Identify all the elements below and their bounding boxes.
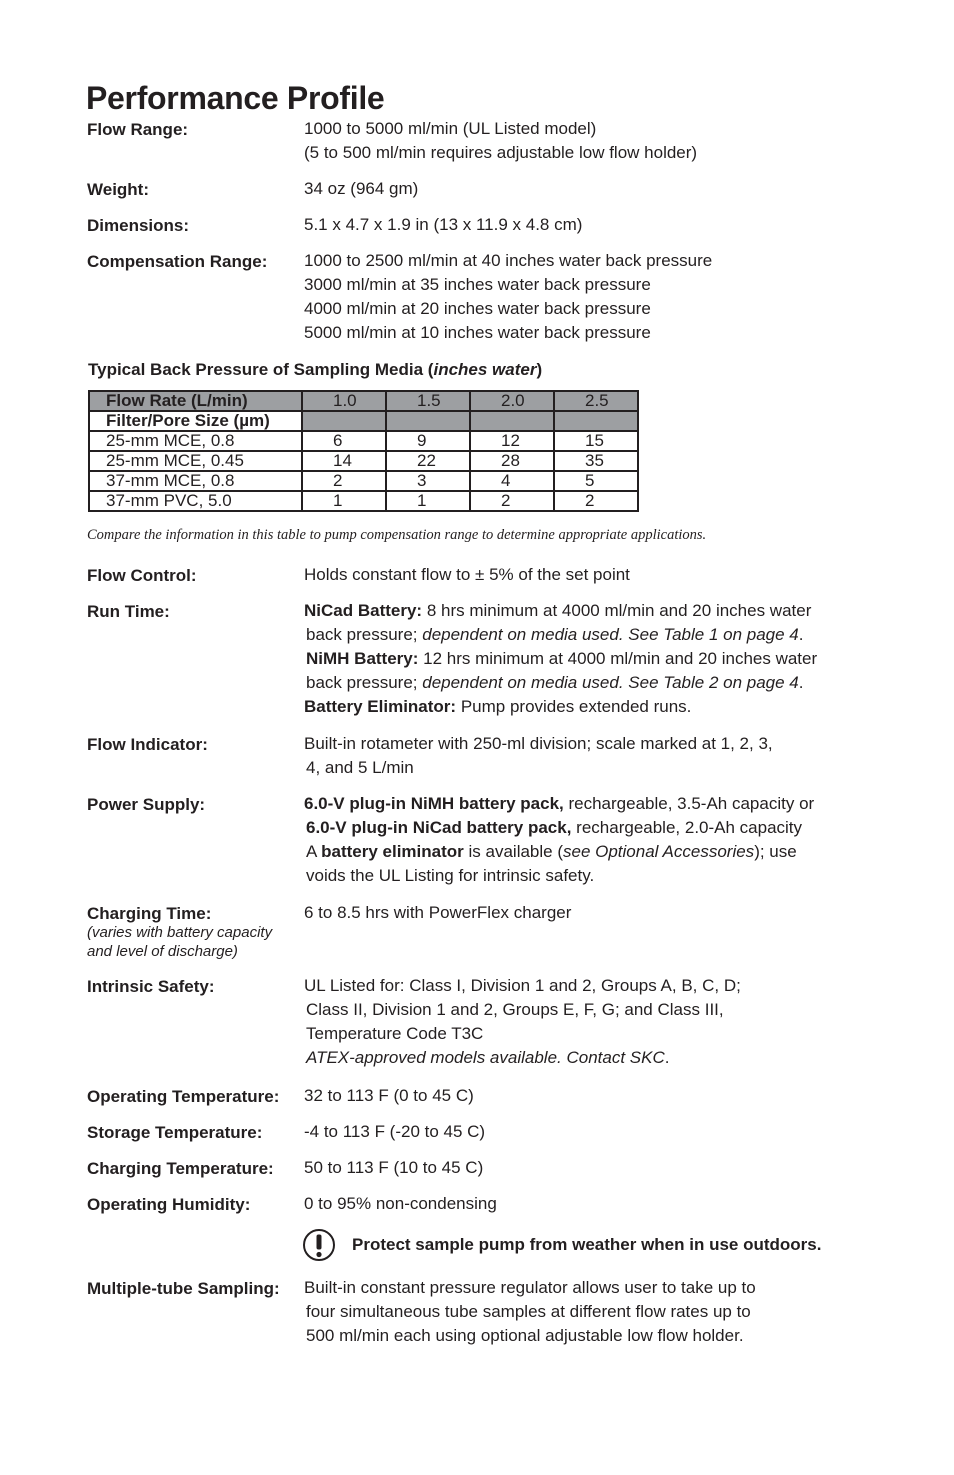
run-time-nicad-line-1: NiCad Battery: 8 hrs minimum at 4000 ml/min and 20 inches water [304, 601, 812, 620]
compensation-line-2: 3000 ml/min at 35 inches water back pressure [304, 275, 651, 294]
flow-indicator-line-1: Built-in rotameter with 250-ml division; scale marked at 1, 2, 3, [304, 734, 773, 753]
flow-indicator-line-2: 4, and 5 L/min [306, 758, 414, 777]
flow-rate-header-cell: 2.5 [554, 391, 638, 411]
intrinsic-safety-label: Intrinsic Safety: [87, 977, 215, 996]
back-pressure-table [88, 390, 639, 512]
exclamation-circle-icon [302, 1228, 336, 1262]
weight-label: Weight: [87, 180, 150, 199]
charging-time-note [87, 923, 272, 961]
storage-temperature-label: Storage Temperature: [87, 1123, 263, 1142]
power-supply-label: Power Supply: [87, 795, 206, 814]
flow-indicator-label: Flow Indicator: [87, 735, 208, 754]
run-time-eliminator-line: Battery Eliminator: Pump provides extended runs. [304, 697, 692, 716]
flow-rate-header-cell: 2.0 [470, 391, 554, 411]
table-cell: 5 [554, 471, 638, 491]
charging-time-label: Charging Time: [87, 904, 212, 923]
charging-temperature-label: Charging Temperature: [87, 1159, 274, 1178]
table-cell: 14 [302, 451, 386, 471]
table-cell: 12 [470, 431, 554, 451]
intrinsic-safety-line-4: ATEX-approved models available. Contact SKC. [306, 1048, 670, 1067]
page-title: Performance Profile [86, 80, 385, 116]
compensation-range-value [304, 249, 712, 345]
compensation-line-1: 1000 to 2500 ml/min at 40 inches water back pressure [304, 251, 713, 270]
intrinsic-safety-value [304, 974, 741, 1070]
table-cell [302, 411, 386, 431]
flow-range-value [304, 117, 697, 165]
table-row [89, 491, 638, 511]
multiple-tube-sampling-value [304, 1276, 756, 1348]
compensation-line-3: 4000 ml/min at 20 inches water back pressure [304, 299, 651, 318]
table-cell: 2 [470, 491, 554, 511]
multiple-tube-line-2: four simultaneous tube samples at different flow rates up to [306, 1302, 751, 1321]
power-supply-line-1: 6.0-V plug-in NiMH battery pack, rechargeable, 3.5-Ah capacity or [304, 794, 815, 813]
intrinsic-safety-line-1: UL Listed for: Class I, Division 1 and 2, Groups A, B, C, D; [304, 976, 741, 995]
compensation-line-4: 5000 ml/min at 10 inches water back pressure [304, 323, 651, 342]
run-time-label: Run Time: [87, 602, 170, 621]
table-cell: 6 [302, 431, 386, 451]
flow-range-label: Flow Range: [87, 120, 189, 139]
multiple-tube-line-3: 500 ml/min each using optional adjustable low flow holder. [306, 1326, 744, 1345]
table-cell-media: 25-mm MCE, 0.8 [89, 431, 302, 451]
run-time-nicad-line-2: back pressure; dependent on media used. See Table 1 on page 4. [306, 625, 804, 644]
table-caption: Compare the information in this table to pump compensation range to determine appropriate applications. [87, 527, 707, 543]
operating-temperature-label: Operating Temperature: [87, 1087, 280, 1106]
flow-rate-header-cell: 1.0 [302, 391, 386, 411]
operating-temperature-value: 32 to 113 F (0 to 45 C) [304, 1086, 474, 1105]
dimensions-value: 5.1 x 4.7 x 1.9 in (13 x 11.9 x 4.8 cm) [304, 215, 583, 234]
charging-time-note-line-1: (varies with battery capacity [87, 924, 273, 941]
table-cell: 28 [470, 451, 554, 471]
table-cell: 2 [554, 491, 638, 511]
table-cell: 3 [386, 471, 470, 491]
power-supply-line-3: A battery eliminator is available (see Optional Accessories); use [306, 842, 797, 861]
run-time-nimh-line-2: back pressure; dependent on media used. See Table 2 on page 4. [306, 673, 804, 692]
power-supply-line-2: 6.0-V plug-in NiCad battery pack, rechargeable, 2.0-Ah capacity [306, 818, 803, 837]
table-cell: 2 [302, 471, 386, 491]
flow-indicator-value [304, 732, 773, 780]
weather-warning-text: Protect sample pump from weather when in use outdoors. [352, 1235, 822, 1254]
table-row [89, 451, 638, 471]
power-supply-value [304, 792, 814, 888]
table-cell: 1 [386, 491, 470, 511]
flow-control-label: Flow Control: [87, 566, 197, 585]
operating-humidity-label: Operating Humidity: [87, 1195, 251, 1214]
flow-range-line-1: 1000 to 5000 ml/min (UL Listed model) [304, 119, 597, 138]
charging-time-value: 6 to 8.5 hrs with PowerFlex charger [304, 903, 572, 922]
weight-value: 34 oz (964 gm) [304, 179, 419, 198]
storage-temperature-value: -4 to 113 F (-20 to 45 C) [304, 1122, 486, 1141]
multiple-tube-line-1: Built-in constant pressure regulator allows user to take up to [304, 1278, 756, 1297]
compensation-range-label: Compensation Range: [87, 252, 268, 271]
table-cell: 4 [470, 471, 554, 491]
filter-pore-size-header: Filter/Pore Size (µm) [89, 411, 302, 431]
table-cell: 1 [302, 491, 386, 511]
table-cell: 15 [554, 431, 638, 451]
intrinsic-safety-line-2: Class II, Division 1 and 2, Groups E, F, G; and Class III, [306, 1000, 724, 1019]
table-subheader-row [89, 411, 638, 431]
flow-range-line-2: (5 to 500 ml/min requires adjustable low flow holder) [304, 143, 698, 162]
table-cell [554, 411, 638, 431]
table-row [89, 471, 638, 491]
multiple-tube-sampling-label: Multiple-tube Sampling: [87, 1279, 280, 1298]
charging-time-note-line-2: and level of discharge) [87, 943, 238, 960]
flow-rate-header-cell: 1.5 [386, 391, 470, 411]
table-cell-media: 37-mm PVC, 5.0 [89, 491, 302, 511]
table-cell [470, 411, 554, 431]
table-header-row [89, 391, 638, 411]
table-cell: 22 [386, 451, 470, 471]
table-cell [386, 411, 470, 431]
back-pressure-table-title: Typical Back Pressure of Sampling Media (inches water) [88, 360, 543, 379]
dimensions-label: Dimensions: [87, 216, 190, 235]
operating-humidity-value: 0 to 95% non-condensing [304, 1194, 497, 1213]
table-row [89, 431, 638, 451]
intrinsic-safety-line-3: Temperature Code T3C [306, 1024, 484, 1043]
run-time-value [304, 599, 817, 719]
table-cell: 9 [386, 431, 470, 451]
table-cell-media: 25-mm MCE, 0.45 [89, 451, 302, 471]
flow-control-value: Holds constant flow to ± 5% of the set point [304, 565, 630, 584]
power-supply-line-4: voids the UL Listing for intrinsic safety. [306, 866, 595, 885]
charging-temperature-value: 50 to 113 F (10 to 45 C) [304, 1158, 484, 1177]
table-cell-media: 37-mm MCE, 0.8 [89, 471, 302, 491]
flow-rate-header: Flow Rate (L/min) [89, 391, 302, 411]
table-cell: 35 [554, 451, 638, 471]
run-time-nimh-line-1: NiMH Battery: 12 hrs minimum at 4000 ml/min and 20 inches water [306, 649, 818, 668]
